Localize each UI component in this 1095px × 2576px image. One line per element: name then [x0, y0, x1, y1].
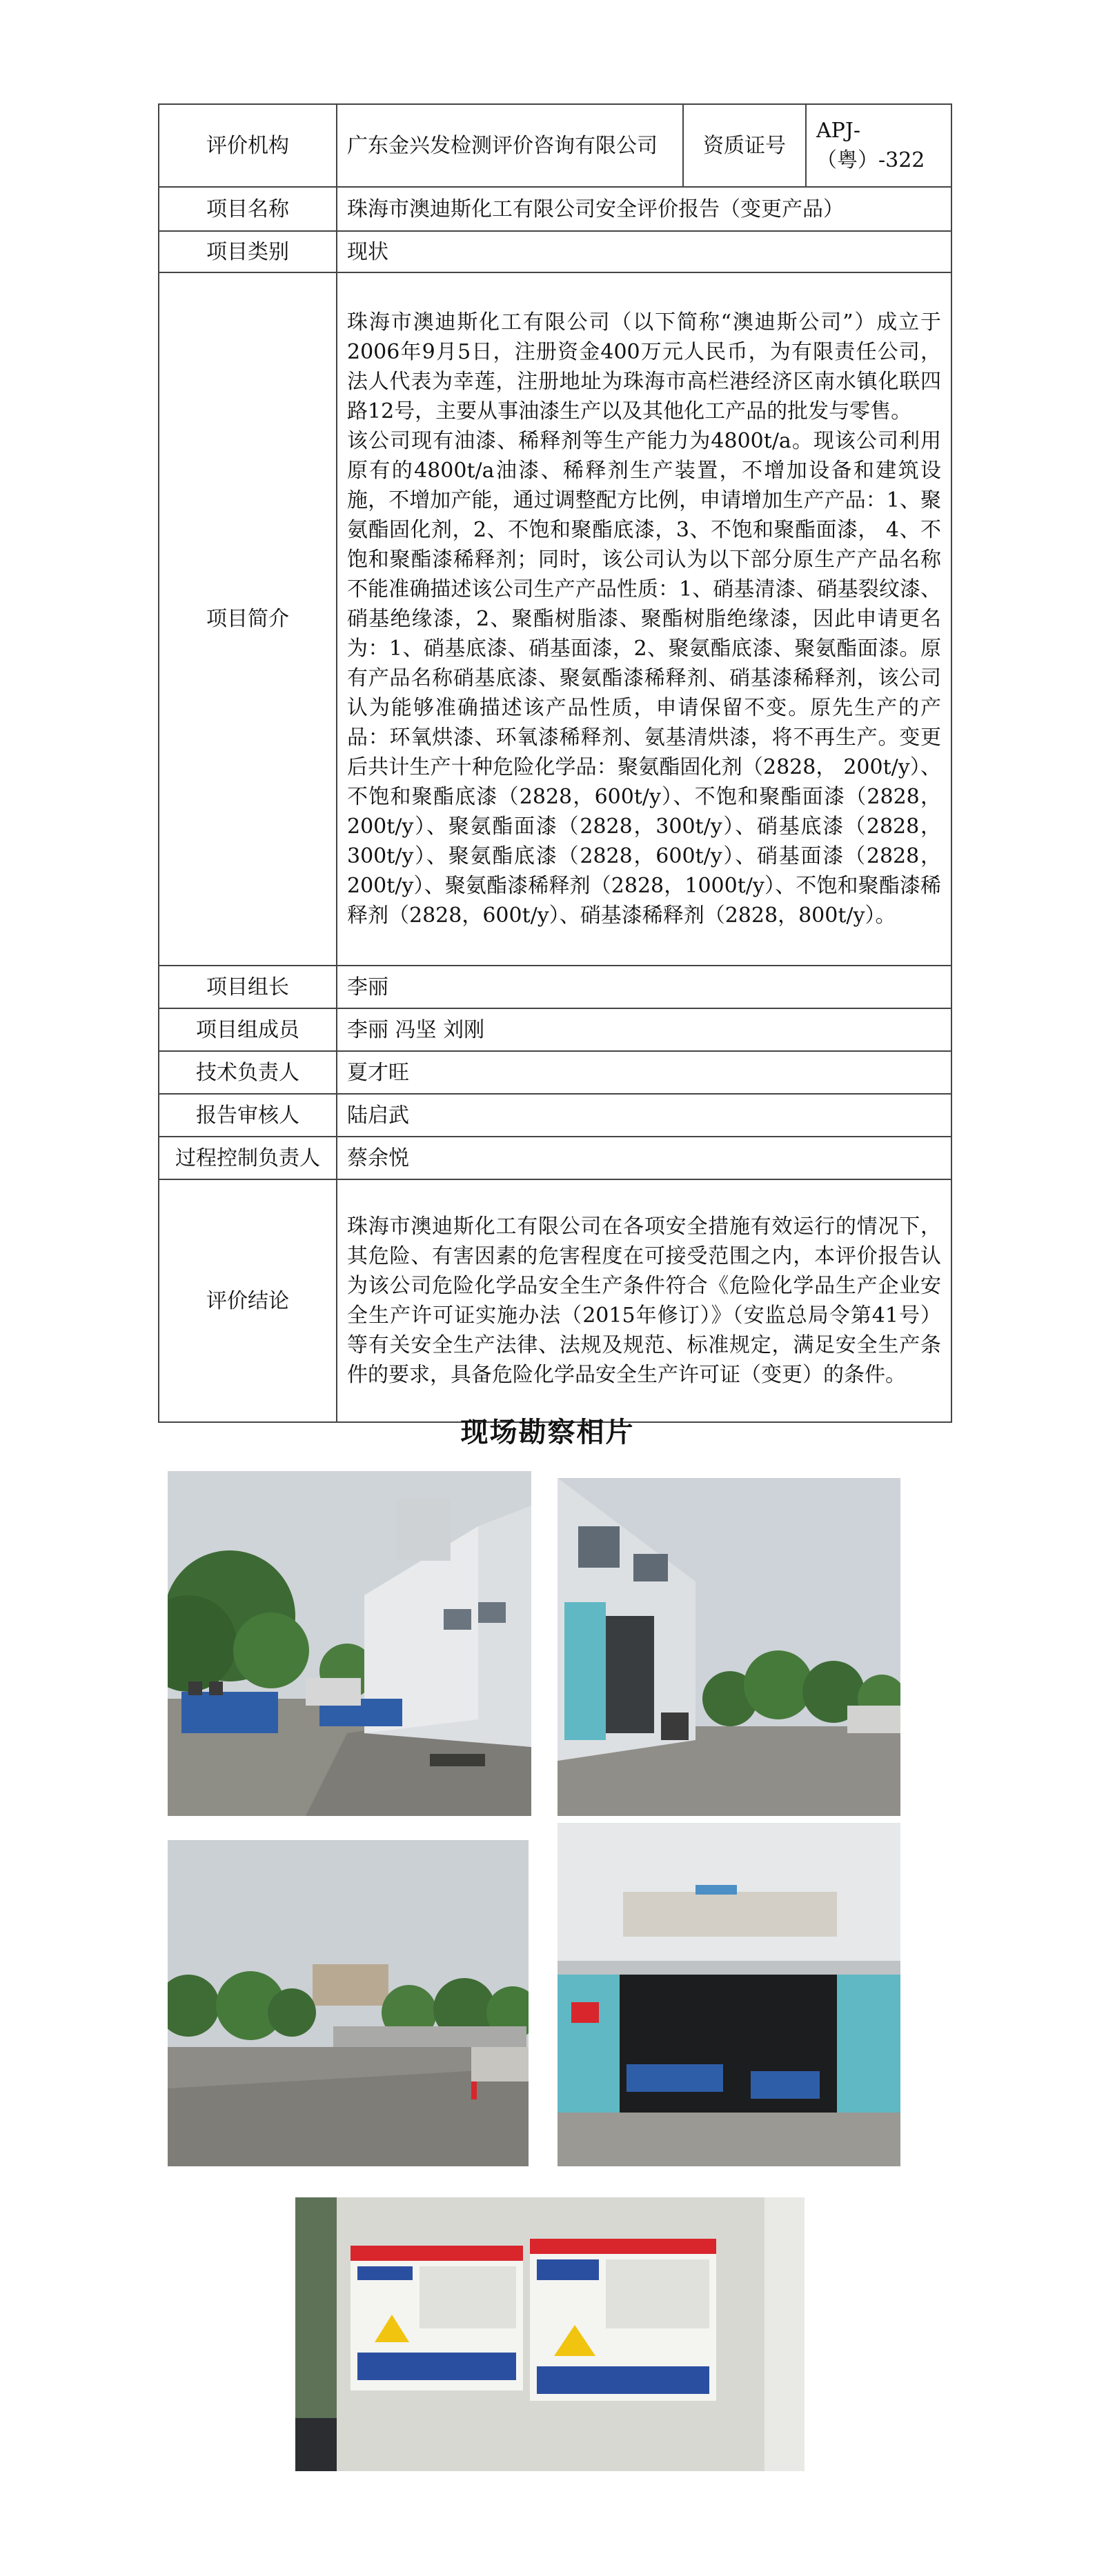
row-name [159, 187, 951, 231]
tech-value: 夏才旺 [337, 1051, 951, 1094]
leader-label: 项目组长 [159, 966, 337, 1008]
row-type [159, 231, 951, 272]
row-process [159, 1137, 951, 1179]
intro-value [337, 272, 951, 966]
site-photo-3 [168, 1840, 529, 2166]
row-tech [159, 1051, 951, 1094]
members-label: 项目组成员 [159, 1008, 337, 1051]
row-conclusion [159, 1179, 951, 1422]
name-label: 项目名称 [159, 187, 337, 231]
site-photo-5 [295, 2197, 805, 2471]
leader-value: 李丽 [337, 966, 951, 1008]
row-members [159, 1008, 951, 1051]
members-value: 李丽 冯坚 刘刚 [337, 1008, 951, 1051]
intro-paragraph-2: 该公司现有油漆、稀释剂等生产能力为4800t/a。现该公司利用原有的4800t/a油漆、稀释剂生产装置，不增加设备和建筑设施，不增加产能，通过调整配方比例，申请增加生产产品：1、聚氨酯固化剂，2、不饱和聚酯底漆，3、不饱和聚酯面漆， 4、不饱和聚酯漆稀释剂；同时，该公司认为以下部分原生产产品名称不能准确描述该公司生产产品性质：1、硝基清漆、硝基裂纹漆、硝基绝缘漆，2、聚酯树脂漆、聚酯树脂绝缘漆，因此申请更名为：1、硝基底漆、硝基面漆，2、聚氨酯底漆、聚氨酯面漆。原有产品名称硝基底漆、聚氨酯漆稀释剂、硝基漆稀释剂，该公司认为能够准确描述该产品性质，申请保留不变。原先生产的产品：环氧烘漆、环氧漆稀释剂、氨基清烘漆，将不再生产。变更后共计生产十种危险化学品：聚氨酯固化剂（2828， 200t/y）、不饱和聚酯底漆（2828，600t/y）、不饱和聚酯面漆（2828，200t/y）、聚氨酯面漆（2828，300t/y）、硝基底漆（2828，300t/y）、聚氨酯底漆（2828，600t/y）、硝基面漆（2828，200t/y）、聚氨酯漆稀释剂（2828，1000t/y）、不饱和聚酯漆稀释剂（2828，600t/y）、硝基漆稀释剂（2828，800t/y）。 [347, 429, 941, 928]
intro-paragraph-1: 珠海市澳迪斯化工有限公司（以下简称“澳迪斯公司”）成立于2006年9月5日，注册资金400万元人民币，为有限责任公司，法人代表为幸莲，注册地址为珠海市高栏港经济区南水镇化联四路12号，主要从事油漆生产以及其他化工产品的批发与零售。 [347, 310, 941, 423]
process-value: 蔡余悦 [337, 1137, 951, 1179]
type-label: 项目类别 [159, 231, 337, 272]
process-label: 过程控制负责人 [159, 1137, 337, 1179]
org-value: 广东金兴发检测评价咨询有限公司 [337, 104, 683, 187]
site-photo-5-image [295, 2197, 805, 2471]
conclusion-value: 珠海市澳迪斯化工有限公司在各项安全措施有效运行的情况下，其危险、有害因素的危害程度在可接受范围之内，本评价报告认为该公司危险化学品安全生产条件符合《危险化学品生产企业安全生产许可证实施办法（2015年修订）》（安监总局令第41号）等有关安全生产法律、法规及规范、标准规定，满足安全生产条件的要求，具备危险化学品安全生产许可证（变更）的条件。 [337, 1179, 951, 1422]
report-table [158, 103, 952, 1423]
site-photo-4-image [558, 1823, 900, 2166]
reviewer-label: 报告审核人 [159, 1094, 337, 1137]
row-org [159, 104, 951, 187]
photos-title: 现场勘察相片 [460, 1416, 635, 1448]
site-photo-2-image [558, 1478, 900, 1816]
type-value: 现状 [337, 231, 951, 272]
row-reviewer [159, 1094, 951, 1137]
site-photo-1 [168, 1471, 531, 1816]
row-intro [159, 272, 951, 966]
intro-label: 项目简介 [159, 272, 337, 966]
site-photo-3-image [168, 1840, 529, 2166]
reviewer-value: 陆启武 [337, 1094, 951, 1137]
site-photo-1-image [168, 1471, 531, 1816]
org-label: 评价机构 [159, 104, 337, 187]
cert-value: APJ-（粤）-322 [806, 104, 951, 187]
name-value: 珠海市澳迪斯化工有限公司安全评价报告（变更产品） [337, 187, 951, 231]
conclusion-label: 评价结论 [159, 1179, 337, 1422]
row-leader [159, 966, 951, 1008]
site-photo-2 [558, 1478, 900, 1816]
cert-label: 资质证号 [683, 104, 806, 187]
tech-label: 技术负责人 [159, 1051, 337, 1094]
site-photo-4 [558, 1823, 900, 2166]
